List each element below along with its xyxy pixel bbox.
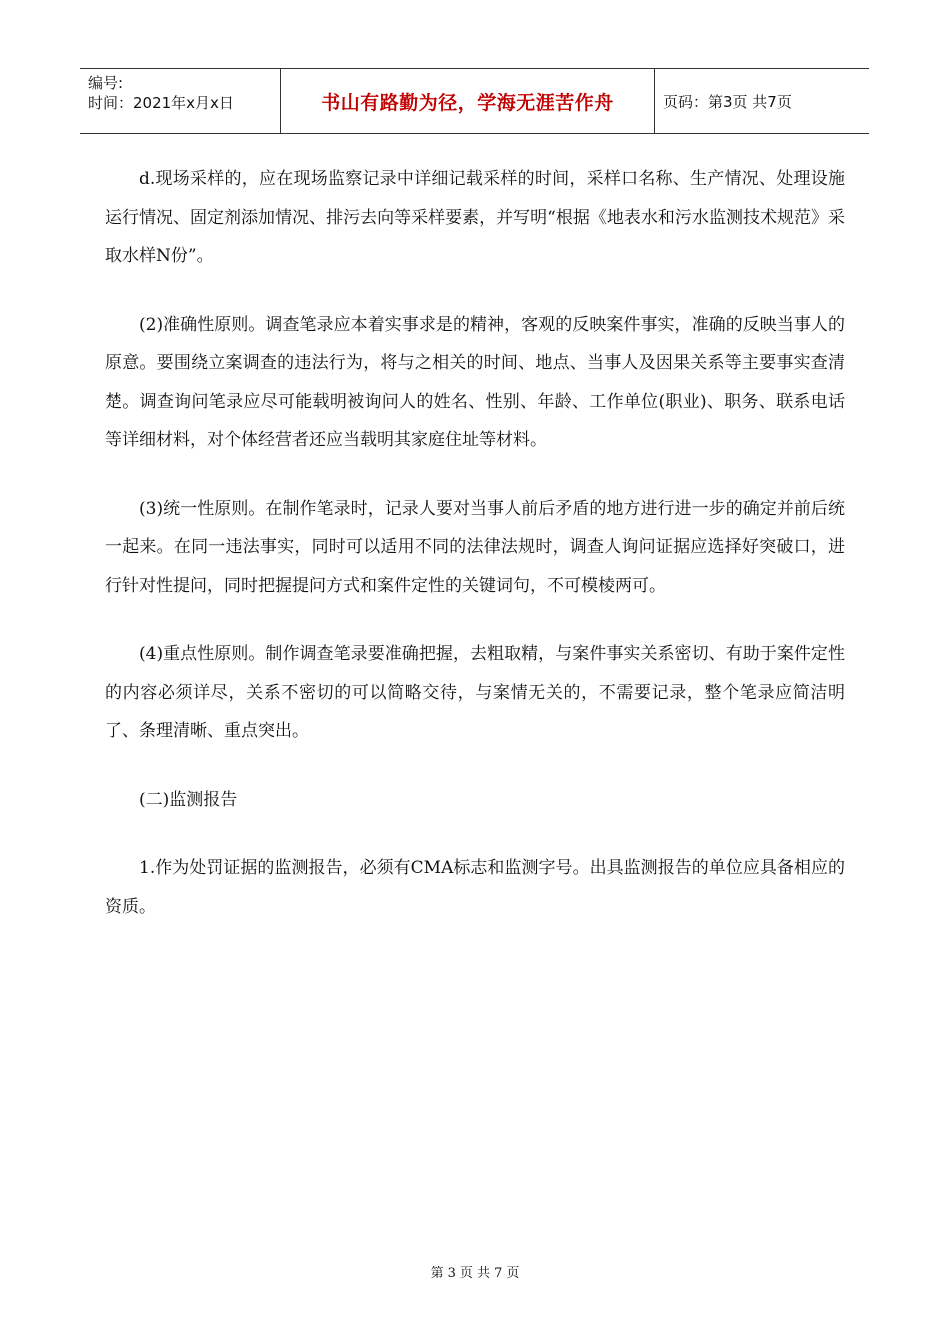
paragraph-sampling-record: d.现场采样的，应在现场监察记录中详细记载采样的时间，采样口名称、生产情况、处理设施运行情况、固定剂添加情况、排污去向等采样要素，并写明“根据《地表水和污水监测技术规范》采取水样N份”。 [105, 169, 845, 266]
section-heading-monitoring-report: (二)监测报告 [139, 789, 238, 810]
page-header [80, 68, 869, 134]
document-number-label: 编号: [88, 74, 124, 92]
paragraph-monitoring-report-requirements: 1.作为处罚证据的监测报告，必须有CMA标志和监测字号。出具监测报告的单位应具备相应的资质。 [105, 858, 845, 917]
document-body [105, 160, 845, 956]
footer-total-pages: 7 [494, 1266, 503, 1281]
paragraph-consistency-principle: (3)统一性原则。在制作笔录时，记录人要对当事人前后矛盾的地方进行进一步的确定并前后统一起来。在同一违法事实，同时可以适用不同的法律法规时，调查人询问证据应选择好突破口，进行针对性提问，同时把握提问方式和案件定性的关键词句，不可模棱两可。 [105, 498, 845, 596]
paragraph-focus-principle: (4)重点性原则。制作调查笔录要准确把握，去粗取精，与案件事实关系密切、有助于案件定性的内容必须详尽，关系不密切的可以简略交待，与案情无关的，不需要记录，整个笔录应简洁明了、条理清晰、重点突出。 [105, 644, 845, 741]
page-footer [0, 1262, 950, 1281]
header-page-info: 页码：第3页 共7页 [663, 92, 792, 111]
footer-middle: 页 共 [459, 1266, 491, 1281]
header-motto: 书山有路勤为径，学海无涯苦作舟 [281, 69, 655, 133]
footer-prefix: 第 [430, 1266, 444, 1281]
footer-current-page: 3 [447, 1266, 456, 1281]
document-time: 时间：2021年x月x日 [88, 94, 234, 112]
paragraph-accuracy-principle: (2)准确性原则。调查笔录应本着实事求是的精神，客观的反映案件事实，准确的反映当事人的原意。要围绕立案调查的违法行为，将与之相关的时间、地点、当事人及因果关系等主要事实查清楚。调查询问笔录应尽可能载明被询问人的姓名、性别、年龄、工作单位(职业)、职务、联系电话等详细材料，对个体经营者还应当载明其家庭住址等材料。 [105, 314, 845, 450]
header-meta [80, 69, 281, 133]
footer-suffix: 页 [506, 1266, 520, 1281]
